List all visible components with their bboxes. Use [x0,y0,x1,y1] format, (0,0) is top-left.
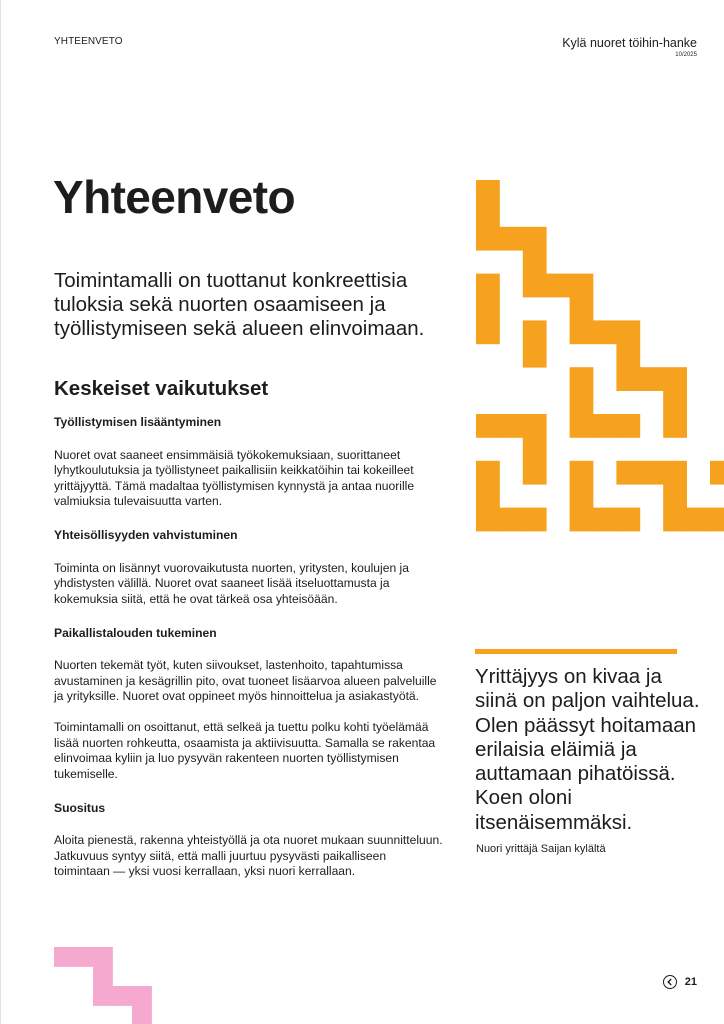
subheading: Työllistymisen lisääntyminen [54,415,222,429]
running-header-project: Kylä nuoret töihin-hanke [562,36,697,50]
orange-block [710,461,724,485]
subheading: Paikallistalouden tukeminen [54,625,217,640]
lead-paragraph: Toimintamalli on tuottanut konkreettisia tuloksia sekä nuorten osaamiseen ja työllistymiseen sekä alueen elinvoimaan. [54,269,425,340]
orange-block [570,274,594,298]
running-header-section: YHTEENVETO [54,36,123,47]
subheading: Suositus [54,800,106,815]
orange-block [476,461,500,485]
pull-quote: Yrittäjyys on kivaa ja siinä on paljon vaihtelua. Olen päässyt hoitamaan erilaisia eläimiä ja auttamaan pihatöissä. Koen oloni itsenäisemmäksi. [475,665,700,834]
impact-section [54,525,444,607]
orange-block [640,367,664,391]
orange-block [523,344,547,368]
page-title: Yhteenveto [53,171,295,223]
orange-block [523,414,547,438]
orange-block [570,367,594,391]
orange-block [570,391,594,415]
orange-block [593,320,617,344]
orange-block [523,320,547,344]
orange-maze-pattern [476,180,724,531]
body-paragraph: Toimintamalli on osoittanut, että selkeä ja tuettu polku kohti työelämää lisää nuorten rohkeutta, osaamista ja aktiivisuutta. Samalla se rakentaa elinvoimaa kyliin ja luo pysyvän rakenteen nuorten työllistymisen tukemiselle. [54,720,436,781]
pagination [663,975,697,989]
subheading: Yhteisöllisyyden vahvistuminen [54,528,238,542]
orange-block [663,508,687,532]
orange-block [499,508,523,532]
pink-block [54,947,74,967]
body-column [54,412,444,895]
section-heading: Keskeiset vaikutukset [54,377,269,400]
orange-block [476,227,500,251]
pink-block [132,1006,152,1024]
orange-block [663,391,687,415]
orange-block [663,414,687,438]
orange-block [570,484,594,508]
recommendation-section [54,798,444,880]
orange-block [593,414,617,438]
pink-step-pattern [54,947,152,1024]
impact-section [54,412,444,510]
orange-block [616,508,640,532]
quote-accent-bar [475,649,677,654]
orange-block [663,367,687,391]
impact-section [54,623,444,783]
orange-block [476,320,500,344]
orange-block [616,414,640,438]
orange-block [570,508,594,532]
pink-block [93,986,113,1006]
orange-block [523,508,547,532]
orange-block [616,320,640,344]
orange-block [499,227,523,251]
chevron-left-icon [666,978,674,986]
orange-block [593,508,617,532]
orange-block [570,414,594,438]
orange-block [499,414,523,438]
orange-block [687,508,711,532]
orange-block [570,297,594,321]
pink-block [93,947,113,967]
pink-block [74,947,94,967]
orange-block [546,274,570,298]
page-number: 21 [684,976,697,988]
orange-block [476,414,500,438]
page-edge [0,0,1,1024]
orange-block [476,297,500,321]
orange-block [523,227,547,251]
quote-attribution: Nuori yrittäjä Saijan kylältä [476,843,606,855]
orange-block [616,344,640,368]
orange-block [476,484,500,508]
orange-block [523,274,547,298]
orange-block [476,508,500,532]
orange-block [570,461,594,485]
orange-block [663,484,687,508]
orange-block [640,461,664,485]
orange-block [616,367,640,391]
pink-block [132,986,152,1006]
orange-block [476,180,500,204]
orange-block [663,461,687,485]
body-paragraph: Nuoret ovat saaneet ensimmäisiä työkokemuksiaan, suorittaneet lyhytkoulutuksia ja työllistyneet paikallisiin keikkatöihin tai kokeilleet yrittäjyyttä. Tämä madaltaa työllistymisen kynnystä ja antaa nuorille valmiuksia tulevaisuutta varten. [54,447,415,508]
pink-block [113,986,133,1006]
orange-block [476,203,500,227]
orange-block [616,461,640,485]
body-paragraph: Nuorten tekemät työt, kuten siivoukset, lastenhoito, tapahtumissa avustaminen ja kesägrillin pito, ovat tuoneet lisäarvoa alueen palveluille ja yrityksille. Nuoret ovat oppineet myös hinnoittelua ja asiakastyötä. [54,658,437,703]
running-header-date: 10/2025 [675,52,697,58]
orange-block [523,461,547,485]
orange-block [710,508,724,532]
body-paragraph: Toiminta on lisännyt vuorovaikutusta nuorten, yritysten, koulujen ja yhdistysten välillä. Nuoret ovat saaneet lisää itseluottamusta ja kokemuksia siitä, että he ovat tärkeä osa yhteisöään. [54,560,409,606]
orange-block [523,250,547,274]
pink-block [93,967,113,987]
chevron-left-circle-icon[interactable] [663,975,677,989]
orange-block [523,437,547,461]
orange-block [570,320,594,344]
orange-block [476,274,500,298]
body-paragraph: Aloita pienestä, rakenna yhteistyöllä ja ota nuoret mukaan suunnitteluun. Jatkuvuus syntyy siitä, että malli juurtuu pysyvästi paikalliseen toimintaan — yksi vuosi kerrallaan, yksi nuori kerrallaan. [54,833,443,878]
